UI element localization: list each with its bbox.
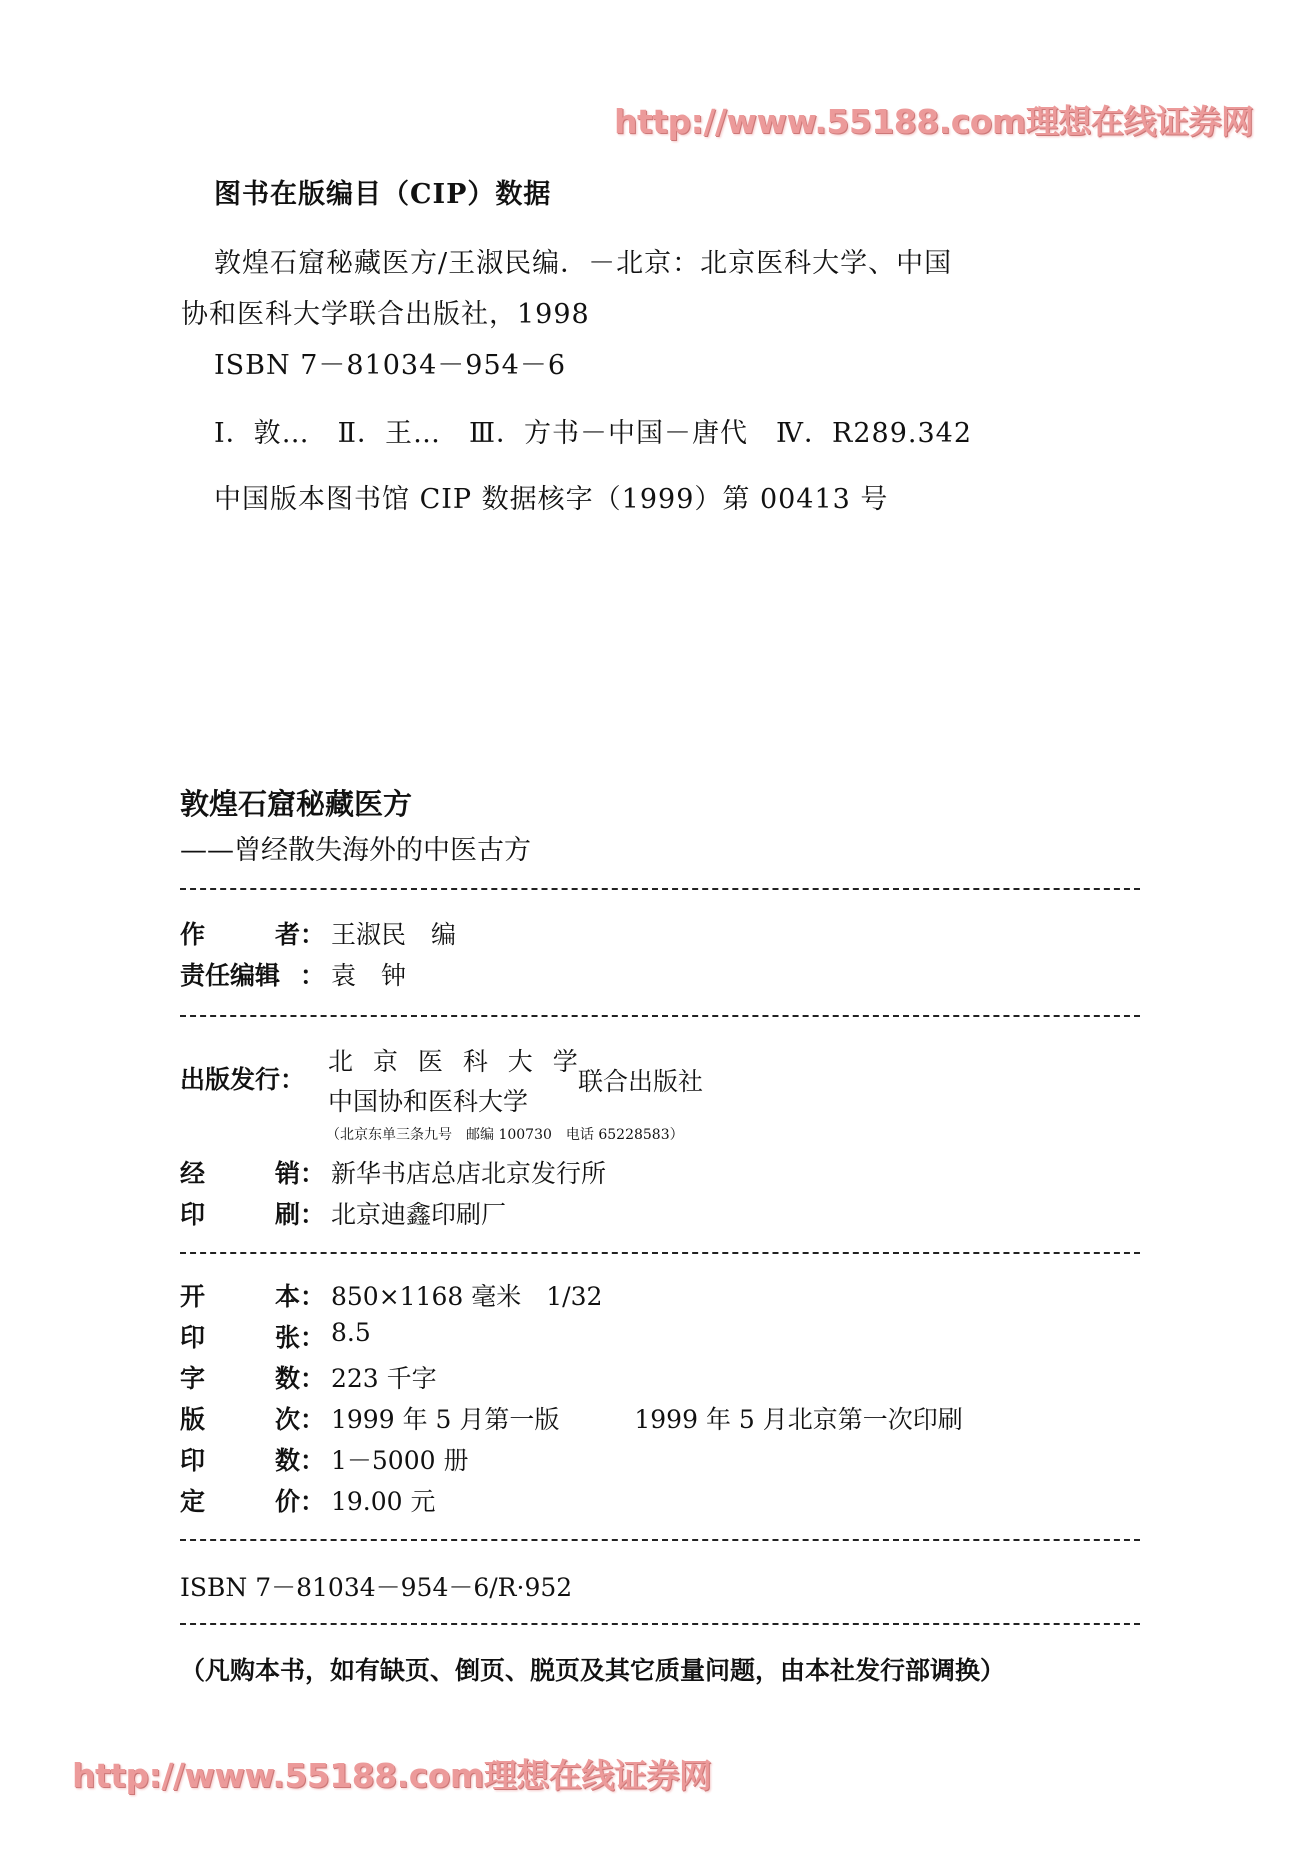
label: 印 [180,1323,206,1352]
label: 次： [274,1405,325,1434]
printer-row [180,1195,506,1231]
distributor-value: 新华书店总店北京发行所 [331,1159,607,1188]
book-subtitle: ——曾经散失海外的中医古方 [180,835,531,866]
watermark-bottom: http://www.55188.com理想在线证券网 [72,1756,712,1795]
spec-value: 8.5 [331,1318,371,1347]
cip-line-2: 协和医科大学联合出版社，1998 [181,299,590,330]
label: 定 [180,1487,206,1516]
publisher-name-1: 北 京 医 科 大 学 [328,1047,584,1076]
publisher-joint: 联合出版社 [578,1067,704,1096]
divider [180,1015,1140,1017]
spec-row [180,1441,468,1477]
label: 数： [274,1364,325,1393]
label: 价： [274,1487,325,1516]
label: 数： [274,1446,325,1475]
cip-record-number: 中国版本图书馆 CIP 数据核字（1999）第 00413 号 [214,484,889,515]
divider [180,888,1140,890]
cip-classification: Ⅰ．敦… Ⅱ．王… Ⅲ．方书－中国－唐代 Ⅳ．R289.342 [214,418,973,449]
spec-value: 223 千字 [331,1364,437,1393]
printer-value: 北京迪鑫印刷厂 [331,1200,507,1229]
spec-row [180,1318,371,1354]
spec-row [180,1482,436,1518]
cip-heading: 图书在版编目（CIP）数据 [214,179,552,210]
label: 版 [180,1405,206,1434]
publisher-address: （北京东单三条九号 邮编 100730 电话 65228583） [326,1127,684,1143]
isbn-full: ISBN 7－81034－954－6/R·952 [180,1573,573,1602]
divider [180,1539,1140,1541]
publisher-name-2: 中国协和医科大学 [328,1087,529,1116]
watermark-top: http://www.55188.com理想在线证券网 [614,102,1254,141]
editor-value: 袁 钟 [331,961,407,990]
label: 开 [180,1282,206,1311]
spec-value: 1－5000 册 [331,1446,469,1475]
label: 本： [274,1282,325,1311]
distribution-row [180,1154,606,1190]
label: 经 [180,1159,206,1188]
credit-editor [180,956,406,992]
label: 销： [274,1159,325,1188]
label: 张： [274,1323,325,1352]
book-title: 敦煌石窟秘藏医方 [180,787,413,821]
credit-author [180,915,456,951]
spec-row [180,1277,602,1313]
spec-row [180,1359,437,1395]
publisher-label: 出版发行： [180,1065,306,1094]
spec-row [180,1400,963,1436]
spec-value: 1999 年 5 月第一版 1999 年 5 月北京第一次印刷 [331,1405,963,1434]
divider [180,1623,1140,1625]
label: 字 [180,1364,206,1393]
label: 印 [180,1446,206,1475]
label: ： [299,961,325,990]
quality-notice: （凡购本书，如有缺页、倒页、脱页及其它质量问题，由本社发行部调换） [180,1656,1006,1685]
spec-value: 850×1168 毫米 1/32 [331,1282,603,1311]
label: 印 [180,1200,206,1229]
label: 责任编辑 [180,961,281,990]
label: 作 [180,920,206,949]
divider [180,1252,1140,1254]
spec-value: 19.00 元 [331,1487,436,1516]
label: 刷： [274,1200,325,1229]
cip-line-1: 敦煌石窟秘藏医方/王淑民编．－北京：北京医科大学、中国 [214,248,953,279]
cip-isbn: ISBN 7－81034－954－6 [214,350,566,381]
author-value: 王淑民 编 [331,920,457,949]
label: 者： [274,920,325,949]
